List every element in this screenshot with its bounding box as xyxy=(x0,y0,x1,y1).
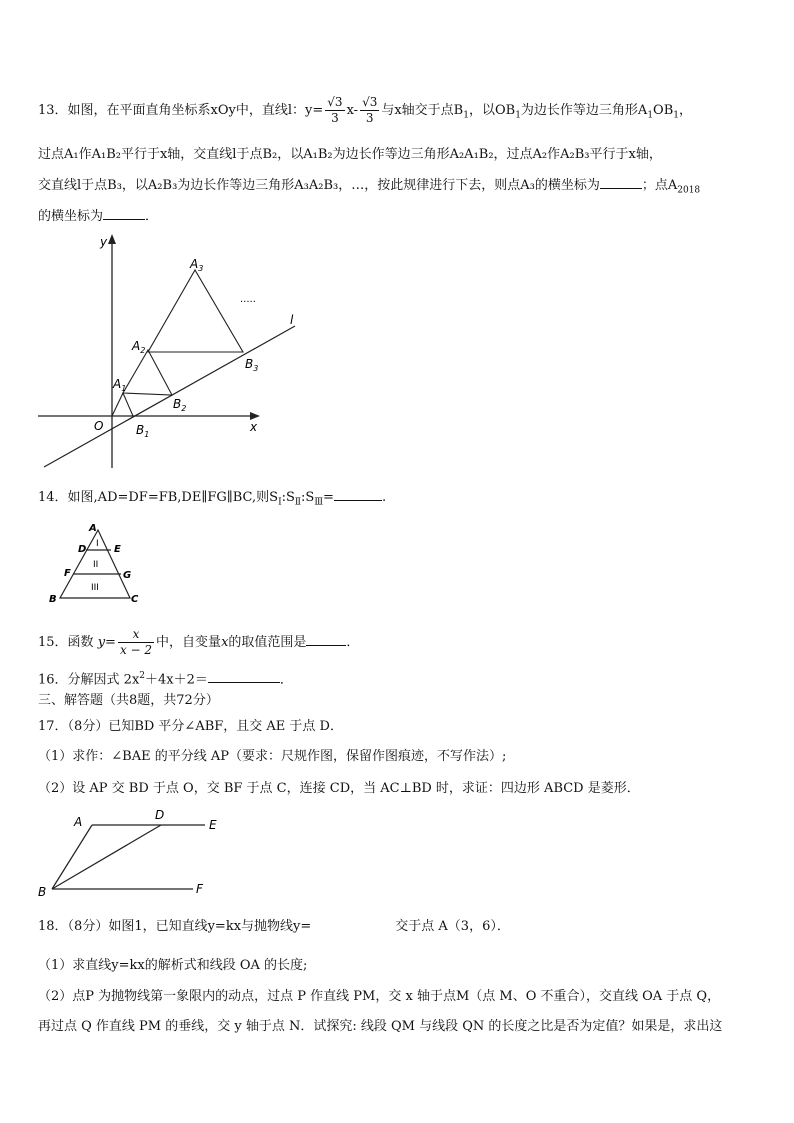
label-a3: $A_3$ xyxy=(190,257,204,273)
label-f: F xyxy=(64,568,71,579)
continuation-dots: ..... xyxy=(240,294,256,305)
label-l: l xyxy=(290,313,294,327)
q17-part2: （2）设 AP 交 BD 于点 O，交 BF 于点 C，连接 CD，当 AC⊥BD 时，求证：四边形 ABCD 是菱形． xyxy=(38,781,640,796)
answer-blank xyxy=(600,176,642,189)
label-b2: $B_2$ xyxy=(173,397,187,413)
label-c: C xyxy=(131,594,139,605)
answer-blank xyxy=(103,207,145,220)
label-b: B xyxy=(49,594,57,605)
label-b: B xyxy=(38,885,47,898)
y-axis-arrow xyxy=(108,234,116,244)
label-e: E xyxy=(209,818,217,832)
label-g: G xyxy=(123,570,132,581)
answer-blank xyxy=(306,633,346,646)
q13-line4: 的横坐标为 ． xyxy=(38,209,159,224)
label-d: D xyxy=(155,808,165,822)
triangle-a2-a1-b2 xyxy=(123,350,172,395)
q14-text: 14．如图,AD=DF=FB,DE∥FG∥BC,则$S_Ⅰ:S_Ⅱ:S_Ⅲ=$ . xyxy=(38,490,387,508)
region-iii-label: III xyxy=(91,583,99,593)
answer-blank xyxy=(334,488,382,501)
region-ii-label: II xyxy=(93,560,99,570)
label-f: F xyxy=(196,882,203,896)
fraction-sqrt3-over-3: $\frac{√3}{3}$ xyxy=(327,95,343,125)
q14-triangle-figure xyxy=(40,520,150,605)
q17-title: 17．（8分）已知BD 平分∠ABF，且交 AE 于点 D． xyxy=(38,719,343,734)
region-i-label: I xyxy=(96,539,99,549)
q18-part3: 再过点 Q 作直线 PM 的垂线，交 y 轴于点 N．试探究: 线段 QM 与线段 QN 的长度之比是否为定值？如果是，求出这 xyxy=(38,1019,723,1034)
label-a2: $A_2$ xyxy=(132,339,146,355)
label-e: E xyxy=(114,544,121,555)
fraction-x-over-x-minus-2: $\frac{x}{x - 2}$ xyxy=(119,627,153,657)
q13-line3: 交直线l于点B₃，以A₂B₃为边长作等边三角形A₃A₂B₃，…，按此规律进行下去，则点A₃的横坐标为 ；点$A_{2018}$ xyxy=(38,178,701,196)
label-a: A xyxy=(74,815,83,829)
segment-bd xyxy=(52,825,161,889)
label-d: D xyxy=(78,544,87,555)
label-b3: $B_3$ xyxy=(245,357,259,373)
q18-title: 18．（8分）如图1，已知直线y=kx与抛物线y= 交于点 A（3，6）． xyxy=(38,919,510,934)
line-l xyxy=(44,326,295,467)
q18-part1: （1）求直线y=kx的解析式和线段 OA 的长度; xyxy=(38,958,308,973)
label-b1: $B_1$ xyxy=(136,423,150,439)
q18-part2: （2）点P 为抛物线第一象限内的动点，过点 P 作直线 PM，交 x 轴于点M（点 M、O 不重合），交直线 OA 于点 Q， xyxy=(38,989,721,1004)
triangle-a1-o-b1 xyxy=(112,393,133,416)
label-a1: $A_1$ xyxy=(113,377,127,393)
x-axis-arrow xyxy=(250,412,260,420)
label-a: A xyxy=(89,523,97,534)
q13-line2: 过点A₁作A₁B₂平行于x轴，交直线l于点B₂，以A₁B₂为边长作等边三角形A₂A₁B₂，过点A₂作A₂B₃平行于x轴， xyxy=(38,147,662,162)
q17-figure xyxy=(30,806,230,898)
segment-ab xyxy=(52,825,92,889)
q16-text: 16．分解因式 $2x^2+4x+2=$ ． xyxy=(38,671,293,688)
q15-text: 15．函数 y= $\frac{x}{x - 2}$ 中，自变量x的取值范围是 ． xyxy=(38,627,360,657)
q13-line1: 13．如图，在平面直角坐标系xOy中，直线l：y= $\frac{√3}{3}$ x- $\frac{√3}{3}$ 与x轴交于点$B_1$，以$OB_1$为边长作等边三角形$A_1OB_1$， xyxy=(38,95,693,125)
q13-figure xyxy=(30,230,310,475)
section-3-heading: 三、解答题（共8题，共72分） xyxy=(38,693,219,708)
label-y: y xyxy=(100,235,108,249)
triangle-a3-a2-b3 xyxy=(148,270,243,352)
fraction-sqrt3-over-3: $\frac{√3}{3}$ xyxy=(362,95,378,125)
answer-blank xyxy=(208,670,280,683)
label-o: O xyxy=(94,419,104,433)
q17-part1: （1）求作：∠BAE 的平分线 AP（要求：尺规作图，保留作图痕迹，不写作法）; xyxy=(38,749,507,764)
label-x: x xyxy=(250,420,258,434)
